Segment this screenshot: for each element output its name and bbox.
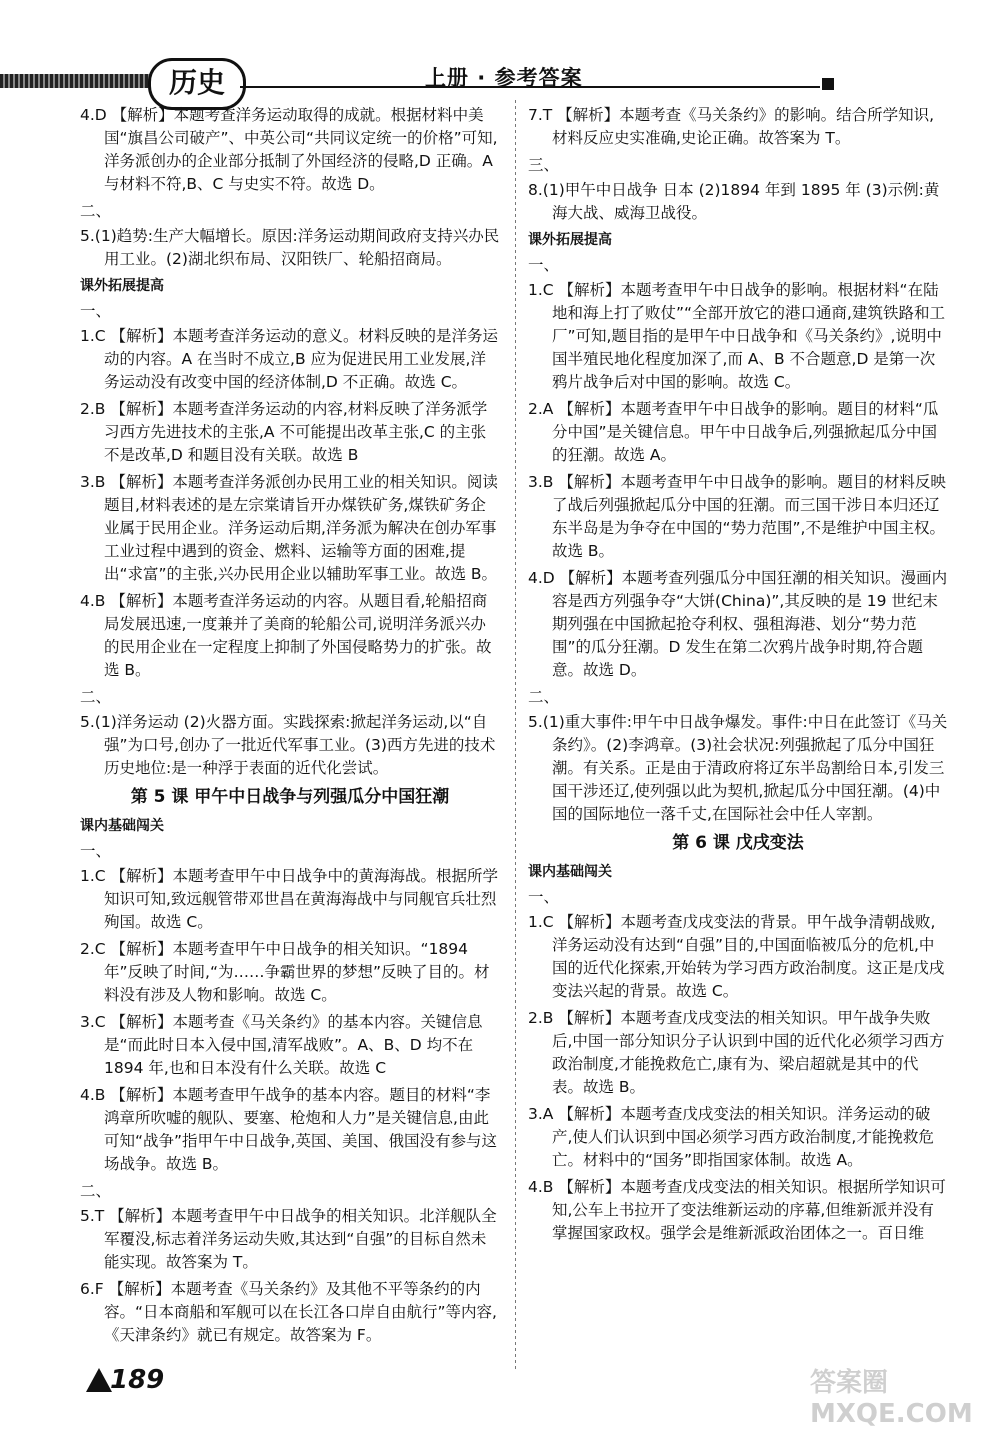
header-decoration xyxy=(0,74,150,88)
lesson-title: 第 6 课 戊戌变法 xyxy=(672,833,804,853)
answer-item: 2.C 【解析】本题考查甲午中日战争的相关知识。“1894 年”反映了时间,“为……争霸世界的梦想”反映了目的。材料没有涉及人物和影响。故选 C。 xyxy=(80,940,490,1004)
answer-item: 4.D 【解析】本题考查列强瓜分中国狂潮的相关知识。漫画内容是西方列强争夺“大饼(China)”,其反映的是 19 世纪末期列强在中国掀起抢夺利权、强租海港、划分“势力范围”的瓜分狂潮。D 发生在第二次鸦片战争时期,符合题意。故选 D。 xyxy=(528,569,948,679)
answer-item: 5.(1)洋务运动 (2)火器方面。实践探索:掀起洋务运动,以“自强”为口号,创办了一批近代军事工业。(3)西方先进的技术 历史地位:是一种浮于表面的近代化尝试。 xyxy=(80,713,496,777)
right-column xyxy=(528,104,948,1249)
page-mountain-icon xyxy=(86,1368,112,1392)
answer-item: 2.A 【解析】本题考查甲午中日战争的影响。题目的材料“瓜分中国”是关键信息。甲午中日战争后,列强掀起瓜分中国的狂潮。故选 A。 xyxy=(528,400,939,464)
subsection-marker: 二、 xyxy=(80,1182,112,1200)
subject-logo: 历史 xyxy=(148,58,246,110)
subsection-marker: 一、 xyxy=(528,888,560,906)
answer-item: 7.T 【解析】本题考查《马关条约》的影响。结合所学知识,材料反应史实准确,史论正确。故答案为 T。 xyxy=(528,106,935,147)
answer-item: 3.B 【解析】本题考查甲午中日战争的影响。题目的材料反映了战后列强掀起瓜分中国的狂潮。而三国干涉日本归还辽东半岛是为争夺在中国的“势力范围”,不是维护中国主权。故选 B。 xyxy=(528,473,946,560)
answer-item: 2.B 【解析】本题考查戊戌变法的相关知识。甲午战争失败后,中国一部分知识分子认识到中国的近代化必须学习西方政治制度,才能挽救危亡,康有为、梁启超就是其中的代表。故选 B。 xyxy=(528,1009,945,1096)
answer-item: 4.B 【解析】本题考查洋务运动的内容。从题目看,轮船招商局发展迅速,一度兼并了美商的轮船公司,说明洋务派兴办的民用企业在一定程度上抑制了外国侵略势力的扩张。故选 B。 xyxy=(80,592,492,679)
answer-item: 3.A 【解析】本题考查戊戌变法的相关知识。洋务运动的破产,使人们认识到中国必须学习西方政治制度,才能挽救危亡。材料中的“国务”即指国家体制。故选 A。 xyxy=(528,1105,934,1169)
page-number: 189 xyxy=(110,1365,165,1395)
section-heading: 课内基础闯关 xyxy=(528,864,612,880)
subsection-marker: 二、 xyxy=(528,688,560,706)
watermark: 答案圈 MXQE.COM xyxy=(810,1368,973,1429)
answer-item: 8.(1)甲午中日战争 日本 (2)1894 年到 1895 年 (3)示例:黄海大战、威海卫战役。 xyxy=(528,181,940,222)
subsection-marker: 三、 xyxy=(528,156,560,174)
left-column xyxy=(80,104,500,1351)
section-heading: 课外拓展提高 xyxy=(80,278,164,294)
answer-item: 5.(1)趋势:生产大幅增长。原因:洋务运动期间政府支持兴办民用工业。(2)湖北织布局、汉阳铁厂、轮船招商局。 xyxy=(80,227,500,268)
subsection-marker: 二、 xyxy=(80,202,112,220)
subsection-marker: 二、 xyxy=(80,688,112,706)
answer-item: 4.B 【解析】本题考查戊戌变法的相关知识。根据所学知识可知,公车上书拉开了变法维新运动的序幕,但维新派并没有掌握国家政权。强学会是维新派政治团体之一。百日维 xyxy=(528,1178,946,1242)
subsection-marker: 一、 xyxy=(80,842,112,860)
page-header xyxy=(0,56,1000,106)
answer-item: 5.(1)重大事件:甲午中日战争爆发。事件:中日在此签订《马关条约》。(2)李鸿章。(3)社会状况:列强掀起了瓜分中国狂潮。有关系。正是由于清政府将辽东半岛割给日本,引发三国干涉还辽,使列强以此为契机,掀起瓜分中国狂潮。(4)中国的国际地位一落千丈,在国际社会中任人宰割。 xyxy=(528,713,948,823)
header-square-icon xyxy=(822,78,834,90)
answer-item: 3.C 【解析】本题考查《马关条约》的基本内容。关键信息是“而此时日本入侵中国,清军战败”。A、B、D 均不在 1894 年,也和日本没有什么关联。故选 C xyxy=(80,1013,483,1077)
section-heading: 课内基础闯关 xyxy=(80,818,164,834)
answer-item: 4.B 【解析】本题考查甲午战争的基本内容。题目的材料“李鸿章所吹嘘的舰队、要塞、枪炮和人力”是关键信息,由此可知“战争”指甲午中日战争,英国、美国、俄国没有参与这场战争。故选 B。 xyxy=(80,1086,497,1173)
subsection-marker: 一、 xyxy=(528,256,560,274)
answer-item: 6.F 【解析】本题考查《马关条约》及其他不平等条约的内容。“日本商船和军舰可以在长江各口岸自由航行”等内容,《天津条约》就已有规定。故答案为 F。 xyxy=(80,1280,497,1344)
column-divider xyxy=(515,100,516,1370)
subsection-marker: 一、 xyxy=(80,302,112,320)
answer-item: 3.B 【解析】本题考查洋务派创办民用工业的相关知识。阅读题目,材料表述的是左宗棠请旨开办煤铁矿务,煤铁矿务企业属于民用企业。洋务运动后期,洋务派为解决在创办军事工业过程中遇到的资金、燃料、运输等方面的困难,提出“求富”的主张,兴办民用企业以辅助军事工业。故选 B。 xyxy=(80,473,498,583)
lesson-title: 第 5 课 甲午中日战争与列强瓜分中国狂潮 xyxy=(130,787,450,807)
header-title: 上册 · 参考答案 xyxy=(425,66,583,90)
answer-item: 1.C 【解析】本题考查甲午中日战争的影响。根据材料“在陆地和海上打了败仗”“全部开放它的港口通商,建筑铁路和工厂”可知,题目指的是甲午中日战争和《马关条约》,说明中国半殖民地化程度加深了,而 A、B 不合题意,D 是第一次鸦片战争后对中国的影响。故选 C。 xyxy=(528,281,945,391)
answer-item: 1.C 【解析】本题考查甲午中日战争中的黄海海战。根据所学知识可知,致远舰管带邓世昌在黄海海战中与同舰官兵壮烈殉国。故选 C。 xyxy=(80,867,499,931)
answer-item: 5.T 【解析】本题考查甲午中日战争的相关知识。北洋舰队全军覆没,标志着洋务运动失败,其达到“自强”的目标自然未能实现。故答案为 T。 xyxy=(80,1207,497,1271)
answer-item: 1.C 【解析】本题考查戊戌变法的背景。甲午战争清朝战败,洋务运动没有达到“自强”目的,中国面临被瓜分的危机,中国的近代化探索,开始转为学习西方政治制度。这正是戊戌变法兴起的背景。故选 C。 xyxy=(528,913,945,1000)
answer-item: 4.D 【解析】本题考查洋务运动取得的成就。根据材料中美国“旗昌公司破产”、中英公司“共同议定统一的价格”可知,洋务派创办的企业部分抵制了外国经济的侵略,D 正确。A 与材料不符,B、C 与史实不符。故选 D。 xyxy=(80,106,498,193)
section-heading: 课外拓展提高 xyxy=(528,232,612,248)
answer-item: 1.C 【解析】本题考查洋务运动的意义。材料反映的是洋务运动的内容。A 在当时不成立,B 应为促进民用工业发展,洋务运动没有改变中国的经济体制,D 不正确。故选 C。 xyxy=(80,327,499,391)
answer-item: 2.B 【解析】本题考查洋务运动的内容,材料反映了洋务派学习西方先进技术的主张,A 不可能提出改革主张,C 的主张不是改革,D 和题目没有关联。故选 B xyxy=(80,400,488,464)
